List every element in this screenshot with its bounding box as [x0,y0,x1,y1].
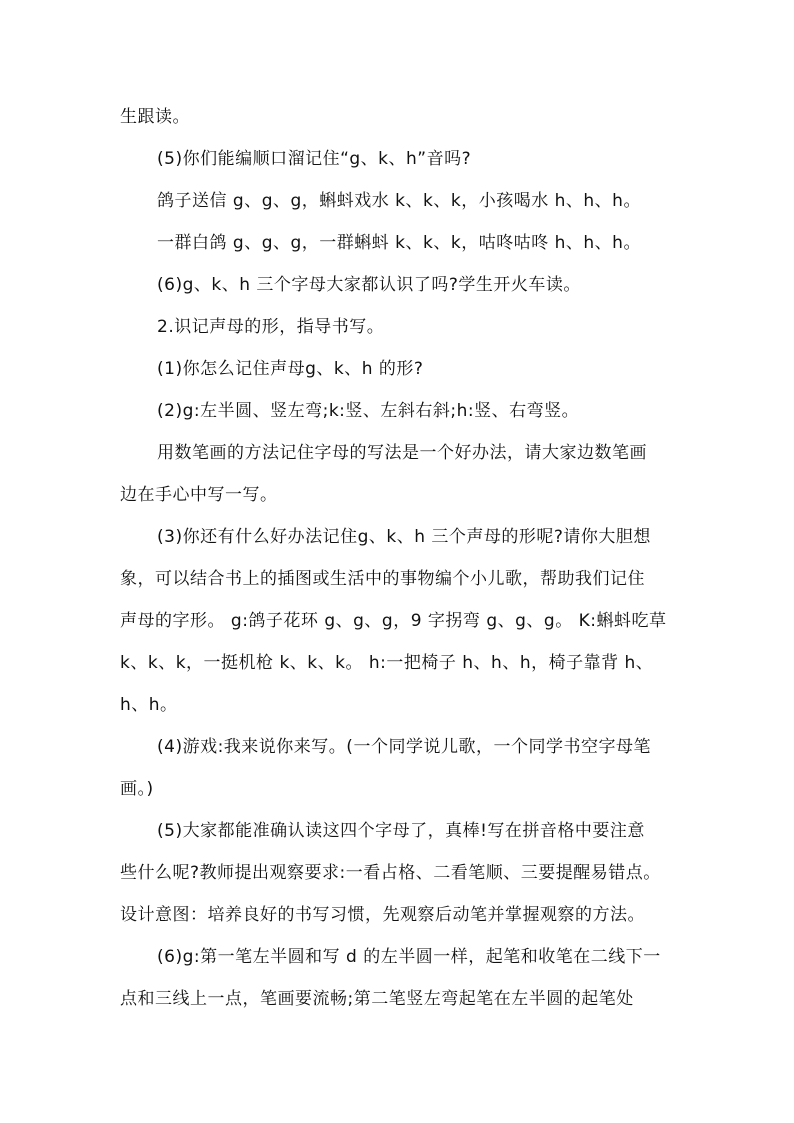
text-line: (6)g:第一笔左半圆和写 d 的左半圆一样，起笔和收笔在二线下一 [157,947,661,967]
text-line: 鸽子送信 g、g、g，蝌蚪戏水 k、k、k，小孩喝水 h、h、h。 [157,191,641,211]
section-heading: 2.识记声母的形，指导书写。 [157,317,385,337]
text-line: (5)大家都能准确认读这四个字母了，真棒!写在拼音格中要注意 [157,821,645,841]
text-line: 声母的字形。 g:鸽子花环 g、g、g，9 字拐弯 g、g、g。 K:蝌蚪吃草 [120,611,667,631]
text-line: 设计意图：培养良好的书写习惯，先观察后动笔并掌握观察的方法。 [120,905,645,925]
text-line: (5)你们能编顺口溜记住“g、k、h”音吗? [157,149,472,169]
text-line: (1)你怎么记住声母g、k、h 的形? [157,359,424,379]
text-line: 用数笔画的方法记住字母的写法是一个好办法，请大家边数笔画 [157,443,647,463]
text-line: h、h。 [120,695,178,715]
text-line: 边在手心中写一写。 [120,485,278,505]
text-line: (3)你还有什么好办法记住g、k、h 三个声母的形呢?请你大胆想 [157,527,651,547]
text-line: (2)g:左半圆、竖左弯;k:竖、左斜右斜;h:竖、右弯竖。 [157,401,580,421]
text-line: 些什么呢?教师提出观察要求:一看占格、二看笔顺、三要提醒易错点。 [120,863,661,883]
text-line: 生跟读。 [120,107,190,127]
text-line: (6)g、k、h 三个字母大家都认识了吗?学生开火车读。 [157,275,581,295]
text-line: 一群白鸽 g、g、g，一群蝌蚪 k、k、k，咕咚咕咚 h、h、h。 [157,233,641,253]
text-line: k、k、k，一挺机枪 k、k、k。 h:一把椅子 h、h、h，椅子靠背 h、 [120,653,654,673]
text-line: 象，可以结合书上的插图或生活中的事物编个小儿歌，帮助我们记住 [120,569,645,589]
text-line: 点和三线上一点，笔画要流畅;第二笔竖左弯起笔在左半圆的起笔处 [120,989,634,1009]
text-line: 画。) [120,779,154,799]
text-line: (4)游戏:我来说你来写。(一个同学说儿歌，一个同学书空字母笔 [157,737,651,757]
